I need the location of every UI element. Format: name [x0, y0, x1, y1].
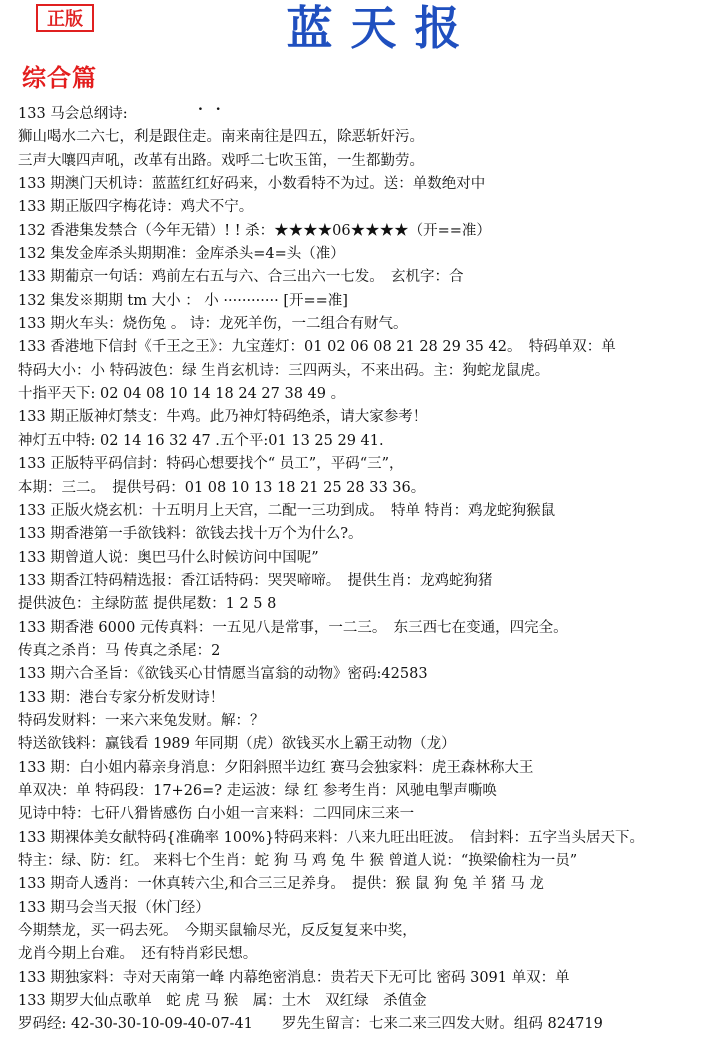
text-line: 133 期葡京一句话：鸡前左右五与六、合三出六一七发。 玄机字：合 [18, 269, 464, 286]
text-line: 神灯五中特: 02 14 16 32 47 .五个平:01 13 25 29 41. [18, 432, 384, 449]
text-line: 132 集发金库杀头期期准：金库杀头=4=头（准） [18, 246, 345, 263]
text-line: 132 香港集发禁合（今年无错）! ! 杀：★★★★06★★★★（开==准） [18, 222, 491, 239]
text-line: 特码大小：小 特码波色：绿 生肖玄机诗：三四两头，不来出码。主：狗蛇龙鼠虎。 [18, 362, 550, 379]
section-title: 综合篇 [22, 64, 97, 92]
text-line: 133 正版特平码信封：特码心想要找个“ 员工”，平码“三”， [18, 456, 404, 473]
text-line: 传真之杀肖：马 传真之杀尾：2 [18, 642, 221, 659]
text-line: 见诗中特：七矸八猾皆感伤 白小姐一言来料：二四同床三来一 [18, 806, 415, 823]
text-line: 133 期罗大仙点歌单 蛇 虎 马 猴 属：土木 双红绿 杀值金 [18, 993, 427, 1010]
text-line: 133 期：白小姐内幕亲身消息：夕阳斜照半边红 赛马会独家料：虎王森林称大王 [18, 759, 534, 776]
text-line: 单双决：单 特码段：17+26=? 走运波：绿 红 参考生肖：风驰电掣声嘶唤 [18, 782, 497, 799]
text-line: 133 期：港台专家分析发财诗！ [18, 689, 225, 706]
text-line: 133 期香江特码精选报：香江话特码：哭哭啼啼。 提供生肖：龙鸡蛇狗猪 [18, 572, 493, 589]
text-line: 本期：三二。 提供号码：01 08 10 13 18 21 25 28 33 36。 [18, 479, 426, 496]
text-line: 133 期裸体美女献特码{准确率 100%}特码来料：八来九旺出旺波。 信封料：五字当头居天下。 [18, 829, 645, 846]
text-line: 特主：绿、防：红。 来料七个生肖：蛇 狗 马 鸡 兔 牛 猴 曾道人说：“换梁偷柱为一员” [18, 853, 578, 869]
text-line: 133 期正版神灯禁支：牛鸡。此乃神灯特码绝杀，请大家参考！ [18, 409, 428, 426]
article-body [18, 103, 718, 1037]
text-line: 133 马会总纲诗: [18, 106, 128, 122]
text-line: 罗码经: 42-30-30-10-09-40-07-41 罗先生留言：七来二来三四发大财。组码 824719 [18, 1016, 603, 1033]
text-line: 提供波色：主绿防蓝 提供尾数：1 2 5 8 [18, 596, 277, 613]
text-line: 十指平天下: 02 04 08 10 14 18 24 27 38 49 。 [18, 386, 346, 403]
text-line: 三声大嚷四声吼，改革有出路。戏呼二七吹玉笛，一生都勤劳。 [18, 152, 424, 169]
text-line: 狮山喝水二六七，利是跟住走。南来南往是四五，除恶斩奸污。 [18, 129, 424, 146]
text-line: 特码发财料：一来六来兔发财。解：？ [18, 712, 265, 729]
text-line: 132 集发※期期 tm 大小 ： 小 ············ [开==准] [18, 292, 348, 309]
text-line: 133 期六合圣旨：《欲钱买心甘情愿当富翁的动物》密码:42583 [18, 666, 428, 683]
text-line: 133 期澳门天机诗：蓝蓝红红好码来，小数看特不为过。送：单数绝对中 [18, 176, 486, 193]
decorative-dots: . . [198, 98, 225, 114]
text-line: 133 期香港第一手欲钱料：欲钱去找十万个为什么?。 [18, 526, 363, 543]
text-line: 133 期曾道人说：奥巴马什么时候访问中国呢” [18, 549, 319, 566]
text-line: 133 期火车头：烧伤兔 。 诗：龙死羊伤，一二组合有财气。 [18, 316, 408, 333]
masthead-title: 蓝天报 [286, 1, 479, 55]
text-line: 133 期奇人透肖：一休真转六尘,和合三三足养身。 提供：猴 鼠 狗 兔 羊 猪 马 龙 [18, 876, 544, 893]
text-line: 133 正版火烧玄机：十五明月上天宫，二配一三功到成。 特单 特肖：鸡龙蛇狗猴鼠 [18, 502, 556, 519]
text-line: 133 期香港 6000 元传真料：一五见八是常事，一二三。 东三西七在变通，四完全。 [18, 619, 568, 636]
authentic-edition-badge: 正版 [36, 4, 94, 32]
text-line: 133 期独家料：寺对天南第一峰 内幕绝密消息：贵若天下无可比 密码 3091 单双：单 [18, 969, 570, 986]
text-line: 特送欲钱料：赢钱看 1989 年同期（虎）欲钱买水上霸王动物（龙） [18, 736, 456, 753]
text-line: 133 香港地下信封《千王之王》：九宝莲灯：01 02 06 08 21 28 29 35 42。 特码单双：单 [18, 339, 616, 356]
text-line: 133 期正版四字梅花诗：鸡犬不宁。 [18, 199, 254, 216]
text-line: 今期禁龙，买一码去死。 今期买鼠输尽光，反反复复来中奖， [18, 923, 417, 940]
text-line: 133 期马会当天报（休门经） [18, 899, 210, 916]
text-line: 龙肖今期上台难。 还有特肖彩民想。 [18, 946, 258, 963]
